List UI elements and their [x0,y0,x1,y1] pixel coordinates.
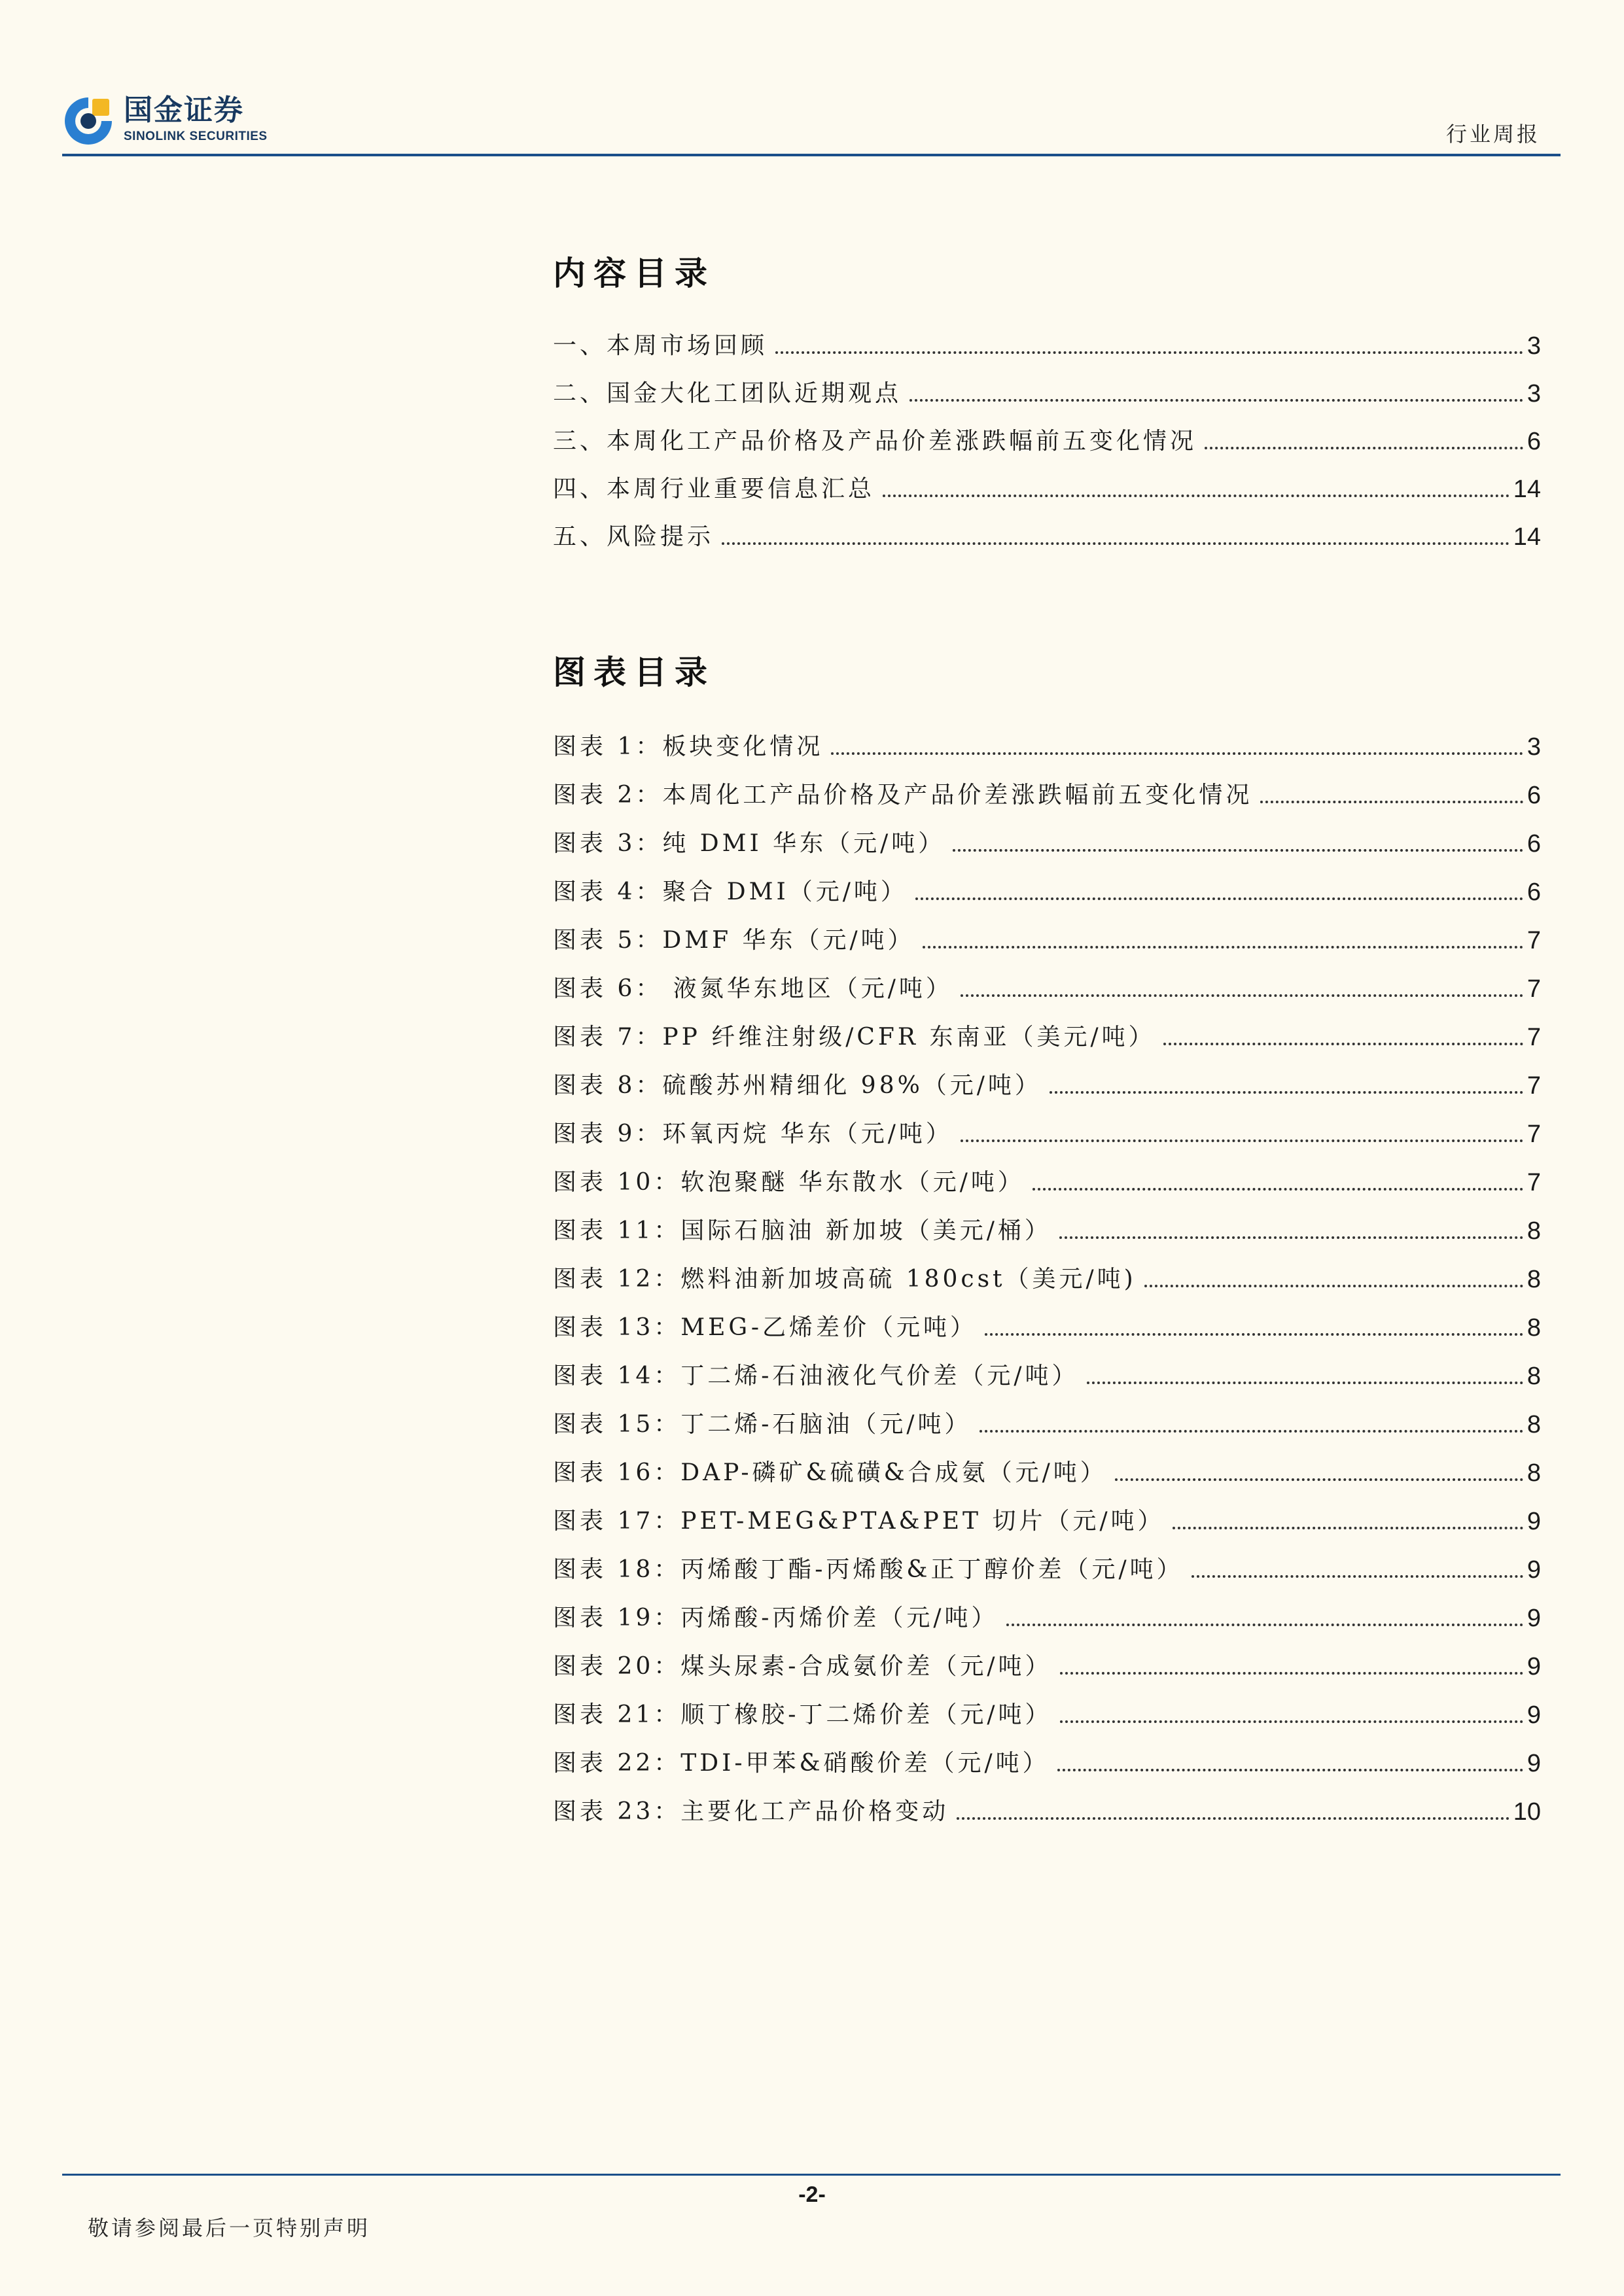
figure-entry-label: 图表 14：丁二烯-石油液化气价差（元/吨） [553,1363,1079,1389]
figure-entry-label: 图表 13：MEG-乙烯差价（元吨） [553,1314,977,1341]
contents-entry-label: 一、本周市场回顾 [553,332,768,359]
dot-leader [1163,1042,1523,1045]
dot-leader [961,994,1523,997]
contents-entry[interactable] [553,408,1541,456]
figure-entry-page: 7 [1527,975,1541,1003]
company-logo [62,92,294,147]
figure-entry-page: 6 [1527,782,1541,809]
dot-leader [1006,1623,1523,1626]
figure-entry-page: 9 [1527,1508,1541,1535]
figures-list [553,713,1541,1826]
dot-leader [1059,1236,1523,1239]
figure-entry-label: 图表 8：硫酸苏州精细化 98%（元/吨） [553,1072,1042,1099]
figure-entry[interactable] [553,1681,1541,1730]
figure-entry[interactable] [553,1294,1541,1342]
figure-entry-page: 9 [1527,1556,1541,1584]
dot-leader [980,1429,1523,1433]
dot-leader [1205,446,1523,449]
figure-entry-page: 8 [1527,1314,1541,1342]
dot-leader [775,351,1523,354]
dot-leader [953,848,1523,852]
dot-leader [957,1817,1509,1820]
logo-en-text: SINOLINK SECURITIES [124,130,268,143]
figure-entry-label: 图表 19：丙烯酸-丙烯价差（元/吨） [553,1605,998,1631]
figures-title: 图表目录 [553,653,715,691]
figure-entry[interactable] [553,1197,1541,1245]
dot-leader [722,542,1509,545]
figure-entry[interactable] [553,1584,1541,1633]
logo-mark-icon [62,94,115,146]
contents-entry[interactable] [553,360,1541,408]
dot-leader [1033,1187,1523,1191]
figure-entry[interactable] [553,1633,1541,1681]
figure-entry-page: 8 [1527,1363,1541,1390]
figure-entry-label: 图表 12：燃料油新加坡高硫 180cst（美元/吨) [553,1266,1137,1293]
contents-entry-label: 五、风险提示 [553,523,715,550]
figure-entry-page: 7 [1527,1169,1541,1196]
figure-entry-page: 7 [1527,927,1541,954]
figure-entry[interactable] [553,1052,1541,1100]
contents-entry[interactable] [553,456,1541,504]
dot-leader [1050,1090,1523,1094]
figure-entry-page: 6 [1527,878,1541,906]
figure-entry-label: 图表 11：国际石脑油 新加坡（美元/桶） [553,1217,1051,1244]
contents-entry-label: 三、本周化工产品价格及产品价差涨跌幅前五变化情况 [553,428,1197,455]
contents-entry-label: 二、国金大化工团队近期观点 [553,380,902,407]
dot-leader [831,752,1523,755]
dot-leader [915,897,1523,900]
dot-leader [961,1139,1523,1142]
figure-entry[interactable] [553,1245,1541,1294]
figure-entry-page: 7 [1527,1072,1541,1100]
figure-entry-page: 10 [1513,1798,1541,1826]
contents-entry-page: 14 [1513,523,1541,551]
footer-rule [62,2174,1561,2176]
figure-entry[interactable] [553,1536,1541,1584]
figure-entry-page: 8 [1527,1266,1541,1293]
figure-entry[interactable] [553,1100,1541,1149]
contents-entry-label: 四、本周行业重要信息汇总 [553,476,875,502]
figure-entry[interactable] [553,1439,1541,1487]
figure-entry-page: 9 [1527,1750,1541,1777]
figure-entry[interactable] [553,1149,1541,1197]
header-rule [62,154,1561,156]
figure-entry[interactable] [553,1487,1541,1536]
dot-leader [1087,1381,1523,1384]
figure-entry-page: 7 [1527,1024,1541,1051]
figure-entry-label: 图表 1：板块变化情况 [553,733,824,760]
dot-leader [1144,1284,1523,1287]
figure-entry-label: 图表 16：DAP-磷矿&硫磺&合成氨（元/吨） [553,1459,1107,1486]
figure-entry[interactable] [553,858,1541,907]
figure-entry-page: 8 [1527,1459,1541,1487]
figure-entry-page: 7 [1527,1121,1541,1148]
dot-leader [1060,1671,1523,1675]
contents-title: 内容目录 [553,254,715,292]
dot-leader [1060,1720,1523,1723]
figure-entry-label: 图表 3：纯 DMI 华东（元/吨） [553,830,945,857]
figure-entry-label: 图表 2：本周化工产品价格及产品价差涨跌幅前五变化情况 [553,782,1253,809]
figure-entry-label: 图表 22：TDI-甲苯&硝酸价差（元/吨） [553,1750,1050,1777]
figure-entry[interactable] [553,1730,1541,1778]
contents-entry[interactable] [553,504,1541,551]
figure-entry-label: 图表 20：煤头尿素-合成氨价差（元/吨） [553,1653,1052,1680]
dot-leader [1115,1478,1523,1481]
figure-entry[interactable] [553,810,1541,858]
figure-entry-page: 9 [1527,1701,1541,1729]
figure-entry-label: 图表 6： 液氮华东地区（元/吨） [553,975,953,1002]
contents-entry-page: 3 [1527,332,1541,360]
document-type: 行业周报 [1445,122,1540,147]
contents-entry-page: 3 [1527,380,1541,408]
figure-entry-label: 图表 15：丁二烯-石脑油（元/吨） [553,1411,972,1438]
figure-entry[interactable] [553,1391,1541,1439]
dot-leader [1192,1574,1523,1578]
figure-entry-label: 图表 9：环氧丙烷 华东（元/吨） [553,1121,953,1147]
figure-entry-page: 9 [1527,1653,1541,1680]
dot-leader [1057,1768,1523,1771]
figure-entry-page: 6 [1527,830,1541,858]
figure-entry-label: 图表 10：软泡聚醚 华东散水（元/吨） [553,1169,1025,1196]
figure-entry[interactable] [553,761,1541,810]
figure-entry[interactable] [553,1003,1541,1052]
contents-entry-page: 14 [1513,476,1541,503]
figure-entry-label: 图表 4：聚合 DMI（元/吨） [553,878,908,905]
page-header [0,0,1624,157]
figure-entry-label: 图表 21：顺丁橡胶-丁二烯价差（元/吨） [553,1701,1052,1728]
dot-leader [1260,800,1523,803]
dot-leader [923,945,1523,948]
page-number: -2- [798,2182,826,2207]
dot-leader [883,494,1509,497]
figure-entry-page: 8 [1527,1411,1541,1438]
figure-entry-label: 图表 7：PP 纤维注射级/CFR 东南亚（美元/吨） [553,1024,1156,1051]
figure-entry[interactable] [553,1342,1541,1391]
figure-entry-page: 9 [1527,1605,1541,1632]
figure-entry[interactable] [553,713,1541,761]
disclaimer-text: 敬请参阅最后一页特别声明 [88,2216,371,2240]
figure-entry[interactable] [553,955,1541,1003]
figure-entry[interactable] [553,907,1541,955]
figure-entry[interactable] [553,1778,1541,1826]
dot-leader [985,1332,1523,1336]
figure-entry-label: 图表 23：主要化工产品价格变动 [553,1798,949,1825]
dot-leader [1173,1526,1523,1529]
figure-entry-page: 3 [1527,733,1541,761]
figure-entry-label: 图表 17：PET-MEG&PTA&PET 切片（元/吨） [553,1508,1165,1535]
contents-entry[interactable] [553,313,1541,360]
figure-entry-label: 图表 18：丙烯酸丁酯-丙烯酸&正丁醇价差（元/吨） [553,1556,1184,1583]
dot-leader [909,398,1523,402]
contents-list [553,313,1541,551]
logo-cn-text: 国金证券 [124,94,244,127]
contents-entry-page: 6 [1527,428,1541,455]
figure-entry-page: 8 [1527,1217,1541,1245]
figure-entry-label: 图表 5：DMF 华东（元/吨） [553,927,915,954]
